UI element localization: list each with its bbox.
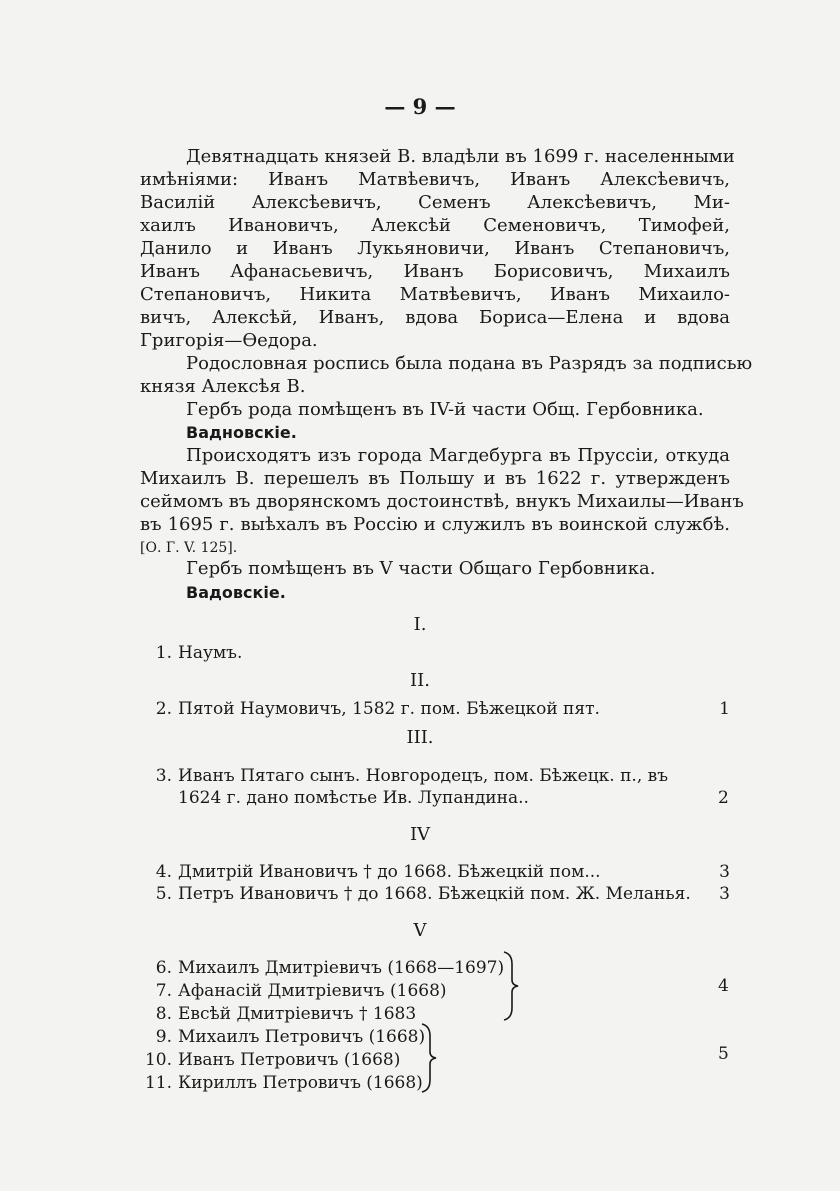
group-brace <box>418 1022 440 1094</box>
generation-numeral: IV <box>409 824 431 845</box>
entry-text: Дмитрій Ивановичъ † до 1668. Бѣжецкій пом... <box>178 862 601 882</box>
genealogy-entry <box>140 980 730 1002</box>
genealogy-entry <box>140 698 730 720</box>
entry-text: Наумъ. <box>178 643 243 663</box>
entry-number: 8. <box>155 1004 172 1024</box>
genealogy-entry <box>140 642 730 664</box>
paragraph-line: Михаилъ В. перешелъ въ Польшу и въ 1622 г. утвержденъ <box>140 468 730 489</box>
entry-text: Пятой Наумовичъ, 1582 г. пом. Бѣжецкой пят. <box>178 699 600 719</box>
entry-number: 6. <box>155 958 172 978</box>
entry-reference: 3 <box>719 884 730 904</box>
paragraph-line: Гербъ помѣщенъ въ V части Общаго Гербовника. <box>186 558 656 579</box>
entry-number: 5. <box>155 884 172 904</box>
paragraph-line: князя Алексѣя В. <box>140 376 306 397</box>
entry-continuation: 1624 г. дано помѣстье Ив. Лупандина.. <box>178 788 529 808</box>
entry-number: 10. <box>144 1050 172 1070</box>
entry-reference: 3 <box>719 862 730 882</box>
entry-number: 4. <box>155 862 172 882</box>
section-heading: Вадновскіе. <box>186 423 297 442</box>
genealogy-entry <box>140 861 730 883</box>
generation-numeral: III. <box>406 727 434 748</box>
genealogy-entry <box>140 765 730 787</box>
paragraph-line: Девятнадцать князей В. владѣли въ 1699 г. населенными <box>186 146 735 167</box>
paragraph-line: Данило и Иванъ Лукьяновичи, Иванъ Степановичъ, <box>140 238 730 259</box>
entry-text: Афанасій Дмитріевичъ (1668) <box>178 981 447 1001</box>
entry-text: Михаилъ Петровичъ (1668) <box>178 1027 426 1047</box>
genealogy-entry <box>140 883 730 905</box>
group-reference: 4 <box>718 976 729 996</box>
genealogy-entry <box>140 957 730 979</box>
generation-numeral: V <box>413 920 427 941</box>
entry-number: 7. <box>155 981 172 1001</box>
group-reference: 5 <box>718 1044 729 1064</box>
entry-text: Евсѣй Дмитріевичъ † 1683 <box>178 1004 417 1024</box>
entry-number: 3. <box>155 766 172 786</box>
entry-text: Иванъ Пятаго сынъ. Новгородецъ, пом. Бѣжецк. п., въ <box>178 766 669 786</box>
entry-number: 1. <box>155 643 172 663</box>
paragraph-line: сеймомъ въ дворянскомъ достоинствѣ, внукъ Михаилы—Иванъ <box>140 491 744 512</box>
paragraph-line: Степановичъ, Никита Матвѣевичъ, Иванъ Михаило- <box>140 284 730 305</box>
generation-numeral: I. <box>413 614 427 635</box>
entry-number: 9. <box>155 1027 172 1047</box>
entry-reference: 2 <box>718 788 729 808</box>
paragraph-line: Происходятъ изъ города Магдебурга въ Пруссіи, откуда <box>186 445 730 466</box>
paragraph-line: хаилъ Ивановичъ, Алексѣй Семеновичъ, Тимофей, <box>140 215 730 236</box>
generation-numeral: II. <box>410 670 430 691</box>
paragraph-line: Иванъ Афанасьевичъ, Иванъ Борисовичъ, Михаилъ <box>140 261 730 282</box>
group-brace <box>500 950 522 1022</box>
paragraph-line: Родословная роспись была подана въ Разрядъ за подписью <box>186 353 753 374</box>
entry-text: Михаилъ Дмитріевичъ (1668—1697) <box>178 958 505 978</box>
section-heading: Вадовскіе. <box>186 583 286 602</box>
paragraph-line: въ 1695 г. выѣхалъ въ Россію и служилъ въ воинской службѣ. <box>140 514 730 535</box>
reference: [О. Г. V. 125]. <box>140 540 238 556</box>
entry-number: 2. <box>155 699 172 719</box>
page-number: — 9 — <box>384 94 456 119</box>
entry-text: Иванъ Петровичъ (1668) <box>178 1050 401 1070</box>
entry-number: 11. <box>144 1073 172 1093</box>
entry-text: Кириллъ Петровичъ (1668) <box>178 1073 423 1093</box>
entry-text: Петръ Ивановичъ † до 1668. Бѣжецкій пом. Ж. Меланья. <box>178 884 691 904</box>
paragraph-line: Григорія—Өедора. <box>140 330 318 351</box>
paragraph-line: имѣніями: Иванъ Матвѣевичъ, Иванъ Алексѣевичъ, <box>140 169 730 190</box>
entry-reference: 1 <box>719 699 730 719</box>
paragraph-line: Василій Алексѣевичъ, Семенъ Алексѣевичъ, Ми- <box>140 192 730 213</box>
paragraph-line: вичъ, Алексѣй, Иванъ, вдова Бориса—Елена и вдова <box>140 307 730 328</box>
paragraph-line: Гербъ рода помѣщенъ въ IV-й части Общ. Гербовника. <box>186 399 704 420</box>
